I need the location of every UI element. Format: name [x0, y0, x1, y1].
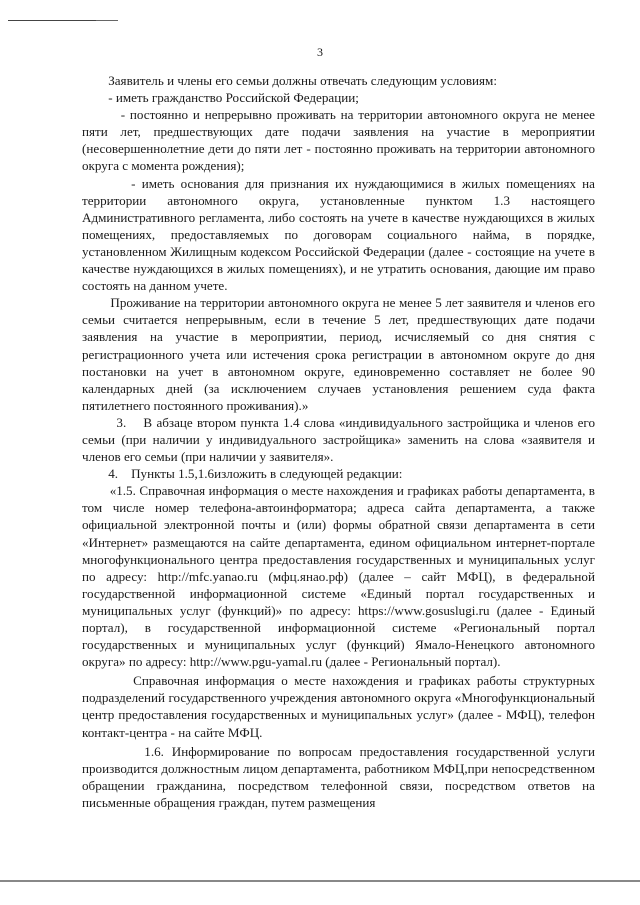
- paragraph: 3. В абзаце втором пункта 1.4 слова «индивидуального застройщика и членов его семьи (при наличии у индивидуального застройщика» заменить на слова «заявителя и членов его семьи (при наличии у заявителя».: [82, 414, 595, 465]
- paragraph: - постоянно и непрерывно проживать на территории автономного округа не менее пяти лет, предшествующих дате подачи заявления на участие в мероприятии (несовершеннолетние дети до пяти лет - постоянно проживать на территории автономного округа с момента рождения);: [82, 107, 595, 174]
- page-number: 3: [317, 45, 323, 59]
- scan-artifact-line: [0, 880, 640, 882]
- paragraph: 1.6. Информирование по вопросам предоставления государственной услуги производится должностным лицом департамента, работником МФЦ,при непосредственном обращении гражданина, посредством телефонной связи, посредством ответов на письменные обращения граждан, путем размещения: [82, 743, 595, 810]
- paragraph: Проживание на территории автономного округа не менее 5 лет заявителя и членов его семьи считается непрерывным, если в течение 5 лет, предшествующих дате подачи заявления на участие в мероприятии, период, исчисляемый со дня снятия с регистрационного учета или истечения срока регистрации в автономном округе до дня постановки на учет в автономном округе, единовременно составляет не более 90 календарных дней (за исключением случаев установления решением суда факта пятилетнего постоянного проживания).»: [82, 295, 595, 413]
- document-body: [82, 72, 595, 811]
- paragraph: - иметь гражданство Российской Федерации;: [82, 90, 359, 106]
- paragraph: Справочная информация о месте нахождения и графиках работы структурных подразделений государственного учреждения автономного округа «Многофункциональный центр предоставления государственных и муниципальных услуг» (далее - МФЦ), телефон контакт-центра - на сайте МФЦ.: [82, 673, 595, 740]
- paragraph: - иметь основания для признания их нуждающимися в жилых помещениях на территории автономного округа, установленные пунктом 1.3 настоящего Административного регламента, либо состоять на учете в качестве нуждающихся в жилых помещениях, предоставляемых по договорам социального найма, в порядке, установленном Жилищным кодексом Российской Федерации (далее - состоящие на учете в качестве нуждающихся в жилых помещениях), и не утратить основания, дающие им право состоять на данном учете.: [82, 175, 595, 294]
- paragraph: Заявитель и члены его семьи должны отвечать следующим условиям:: [82, 73, 497, 88]
- paragraph: 4. Пункты 1.5,1.6изложить в следующей редакции:: [82, 466, 403, 482]
- paragraph: «1.5. Справочная информация о месте нахождения и графиках работы департамента, в том числе номер телефона-автоинформатора; адреса сайта департамента, а также официальной электронной почты и (или) формы обратной связи департамента в сети «Интернет» размещаются на сайте департамента, едином официальном интернет-портале многофункционального центра предоставления государственных и муниципальных услуг по адресу: http://mfc.yanao.ru (мфц.янао.рф) (далее – сайт МФЦ), в федеральной государственной информационной системе «Единый портал государственных и муниципальных услуг (функций)» по адресу: https://www.gosuslugi.ru (далее - Единый портал), в государственной информационной системе «Региональный портал государственных и муниципальных услуг (функций) Ямало-Ненецкого автономного округа» по адресу: http://www.pgu-yamal.ru (далее - Региональный портал).: [82, 483, 595, 670]
- scan-artifact-line: [96, 20, 118, 21]
